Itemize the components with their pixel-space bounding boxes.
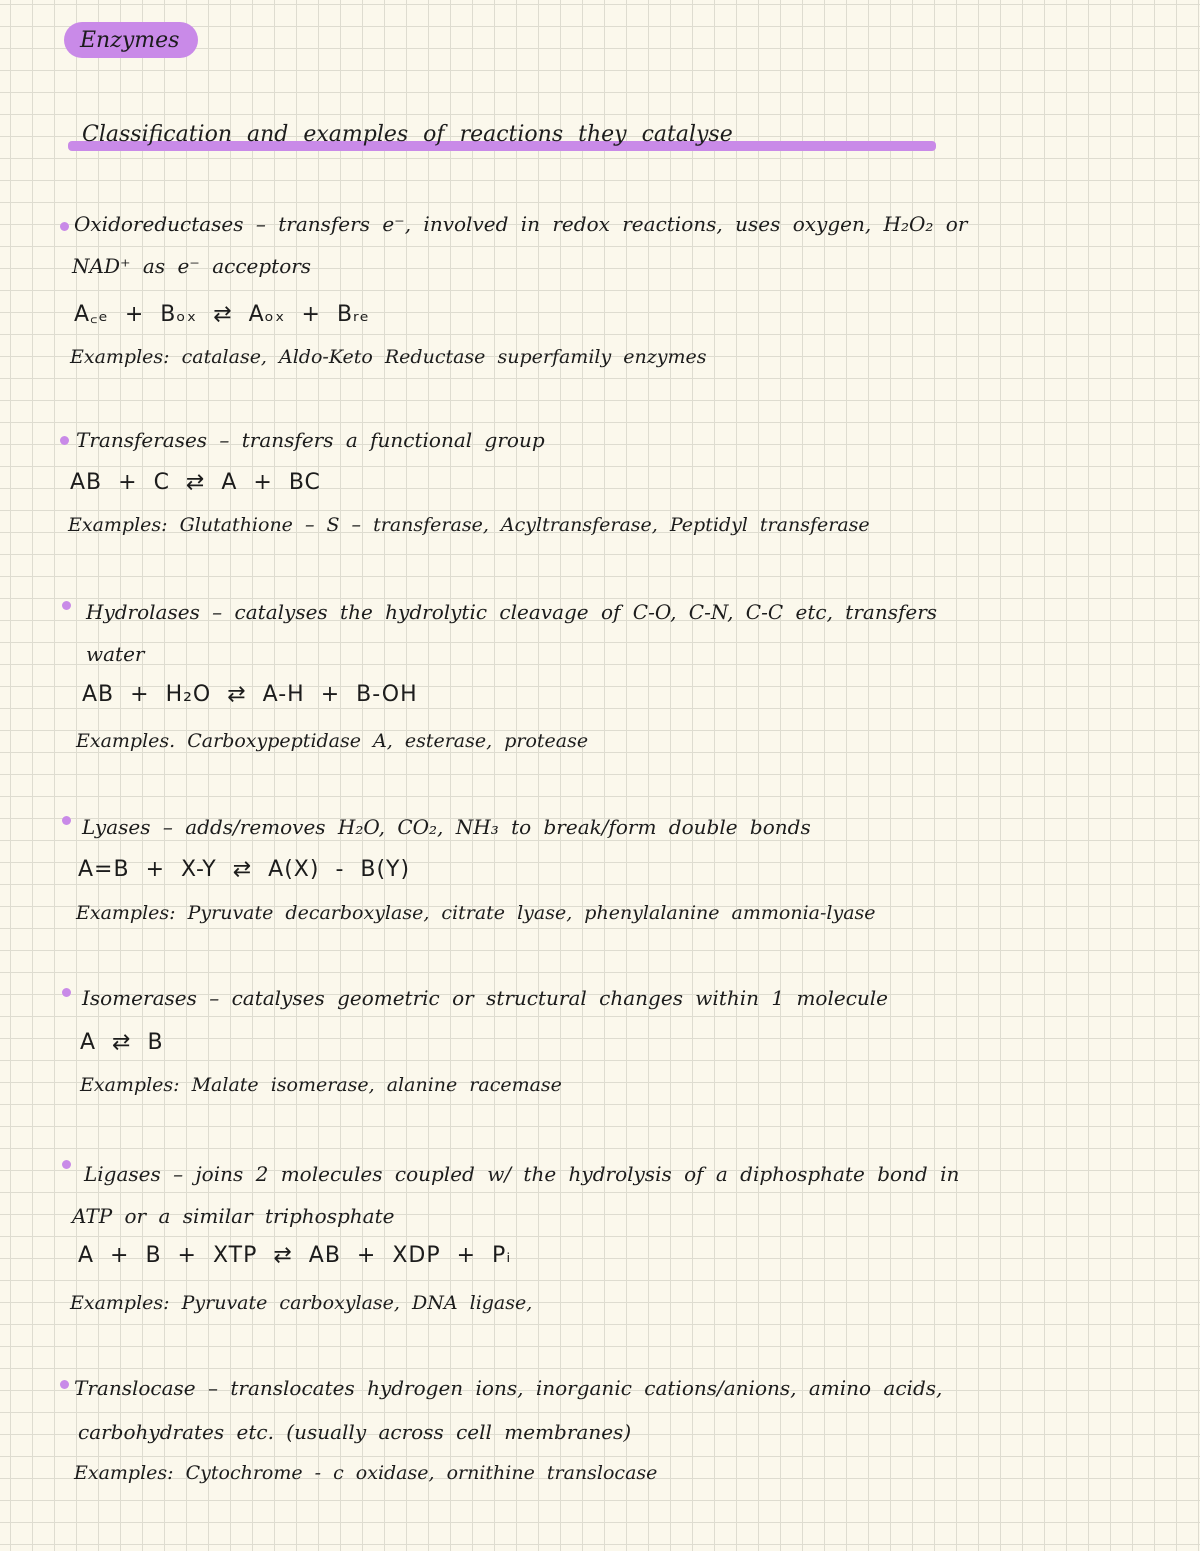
transferases-description-line-1: Transferases – transfers a functional group [76,428,545,452]
isomerases-description-line-1: Isomerases – catalyses geometric or structural changes within 1 molecule [82,986,889,1010]
bullet-transferases [60,436,69,445]
transferases-examples: Examples: Glutathione – S – transferase, Acyltransferase, Peptidyl transferase [68,514,870,536]
translocase-description-line-1: Translocase – translocates hydrogen ions, inorganic cations/anions, amino acids, [74,1376,943,1400]
lyases-examples: Examples: Pyruvate decarboxylase, citrate lyase, phenylalanine ammonia-lyase [76,902,876,924]
bullet-ligases [62,1160,71,1169]
bullet-oxidoreductases [60,222,69,231]
bullet-lyases [62,816,71,825]
ligases-examples: Examples: Pyruvate carboxylase, DNA ligase, [70,1292,533,1314]
translocase-examples: Examples: Cytochrome - c oxidase, ornithine translocase [74,1462,658,1484]
hydrolases-description-line-2: water [86,642,145,666]
oxidoreductases-equation: A꜀ₑ + Bₒₓ ⇄ Aₒₓ + Bᵣₑ [74,302,370,327]
oxidoreductases-examples: Examples: catalase, Aldo-Keto Reductase superfamily enzymes [70,346,707,368]
hydrolases-description-line-1: Hydrolases – catalyses the hydrolytic cleavage of C-O, C-N, C-C etc, transfers [86,600,938,624]
ligases-equation: A + B + XTP ⇄ AB + XDP + Pᵢ [78,1243,512,1268]
translocase-description-line-2: carbohydrates etc. (usually across cell membranes) [78,1420,632,1444]
isomerases-equation: A ⇄ B [80,1030,164,1055]
lyases-description-line-1: Lyases – adds/removes H₂O, CO₂, NH₃ to break/form double bonds [82,815,811,839]
bullet-hydrolases [62,601,71,610]
ligases-description-line-1: Ligases – joins 2 molecules coupled w/ the hydrolysis of a diphosphate bond in [84,1162,960,1186]
page-title: Enzymes [80,28,180,53]
bullet-translocase [60,1380,69,1389]
lyases-equation: A=B + X-Y ⇄ A(X) - B(Y) [78,857,411,882]
ligases-description-line-2: ATP or a similar triphosphate [72,1204,395,1228]
isomerases-examples: Examples: Malate isomerase, alanine racemase [80,1074,562,1096]
bullet-isomerases [62,988,71,997]
transferases-equation: AB + C ⇄ A + BC [70,470,321,495]
hydrolases-examples: Examples. Carboxypeptidase A, esterase, protease [76,730,589,752]
oxidoreductases-description-line-2: NAD⁺ as e⁻ acceptors [72,254,312,278]
page-subtitle: Classification and examples of reactions they catalyse [82,122,733,147]
oxidoreductases-description-line-1: Oxidoreductases – transfers e⁻, involved in redox reactions, uses oxygen, H₂O₂ or [74,212,968,236]
hydrolases-equation: AB + H₂O ⇄ A-H + B-OH [82,682,418,707]
